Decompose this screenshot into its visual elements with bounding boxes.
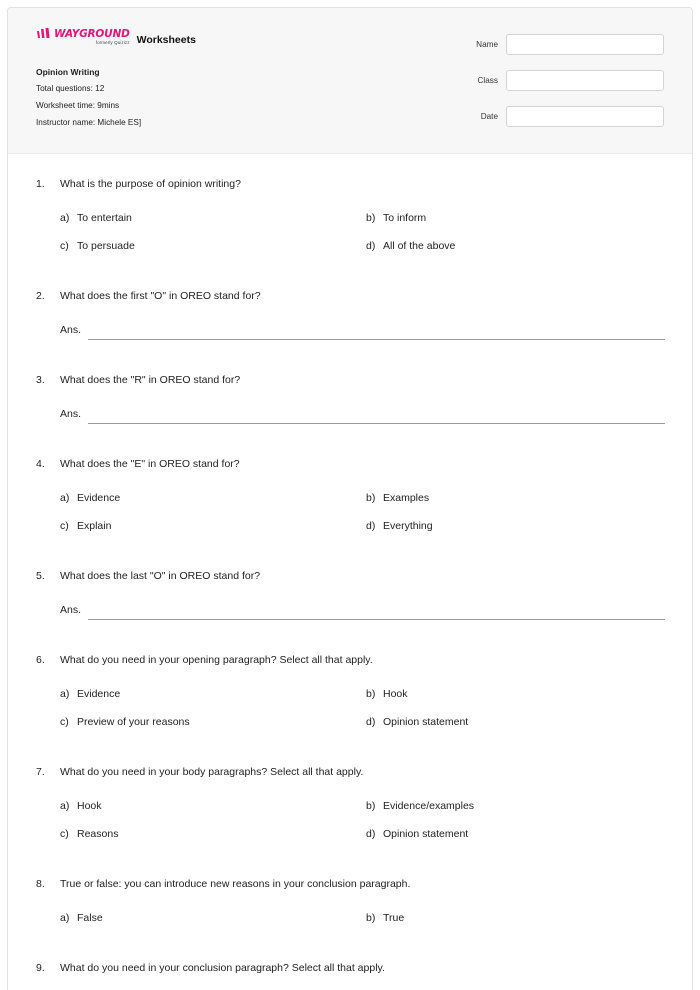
question-number: 7.: [36, 766, 45, 778]
answer-label: Ans.: [60, 408, 82, 420]
worksheet-page: [7, 7, 693, 990]
question-number: 8.: [36, 878, 45, 890]
question-number: 9.: [36, 962, 45, 974]
option-a[interactable]: a) False: [60, 912, 103, 924]
date-input[interactable]: [506, 106, 664, 127]
worksheet-header: [8, 8, 692, 154]
wayground-logo: [36, 28, 130, 46]
date-label: Date: [480, 111, 498, 121]
question-number: 6.: [36, 654, 45, 666]
option-a[interactable]: a) Evidence: [60, 492, 121, 504]
option-d[interactable]: d) Opinion statement: [366, 828, 469, 840]
class-label: Class: [477, 75, 498, 85]
worksheet-title: Opinion Writing: [36, 67, 100, 77]
option-a[interactable]: a) Hook: [60, 800, 102, 812]
class-field-row: [476, 69, 664, 91]
date-field-row: [476, 105, 664, 127]
option-b[interactable]: b) Hook: [366, 688, 408, 700]
question-number: 2.: [36, 290, 45, 302]
brand: [36, 28, 196, 46]
question-text: What does the "E" in OREO stand for?: [60, 458, 240, 470]
class-input[interactable]: [506, 70, 664, 91]
student-fields: [476, 33, 664, 141]
question-text: What does the "R" in OREO stand for?: [60, 374, 241, 386]
product-title: Worksheets: [136, 34, 196, 46]
option-c[interactable]: c) Preview of your reasons: [60, 716, 190, 728]
question-text: What does the first "O" in OREO stand for?: [60, 290, 261, 302]
instructor-name: Instructor name: Michele ES]: [36, 118, 142, 127]
option-c[interactable]: c) To persuade: [60, 240, 135, 252]
question-text: What do you need in your body paragraphs? Select all that apply.: [60, 766, 364, 778]
option-b[interactable]: b) True: [366, 912, 405, 924]
option-d[interactable]: d) Everything: [366, 520, 433, 532]
question-number: 3.: [36, 374, 45, 386]
question-number: 1.: [36, 178, 45, 190]
question-number: 5.: [36, 570, 45, 582]
question-text: What do you need in your opening paragraph? Select all that apply.: [60, 654, 373, 666]
question-text: What does the last "O" in OREO stand for?: [60, 570, 261, 582]
logo-mark-icon: [36, 28, 52, 40]
question-text: What do you need in your conclusion paragraph? Select all that apply.: [60, 962, 385, 974]
question-text: What is the purpose of opinion writing?: [60, 178, 241, 190]
option-c[interactable]: c) Reasons: [60, 828, 119, 840]
answer-line[interactable]: [88, 339, 665, 340]
answer-label: Ans.: [60, 324, 82, 336]
worksheet-meta: [36, 67, 141, 135]
option-b[interactable]: b) To inform: [366, 212, 427, 224]
option-c[interactable]: c) Explain: [60, 520, 112, 532]
logo-text: WAYGROUND: [54, 27, 130, 40]
name-input[interactable]: [506, 34, 664, 55]
option-a[interactable]: a) Evidence: [60, 688, 121, 700]
option-b[interactable]: b) Examples: [366, 492, 430, 504]
question-number: 4.: [36, 458, 45, 470]
option-d[interactable]: d) All of the above: [366, 240, 456, 252]
total-questions: Total questions: 12: [36, 84, 105, 93]
worksheet-time: Worksheet time: 9mins: [36, 101, 120, 110]
option-d[interactable]: d) Opinion statement: [366, 716, 469, 728]
answer-label: Ans.: [60, 604, 82, 616]
option-a[interactable]: a) To entertain: [60, 212, 132, 224]
name-field-row: [476, 33, 664, 55]
name-label: Name: [476, 39, 498, 49]
logo-subtext: formerly Quizizz: [95, 40, 130, 45]
answer-line[interactable]: [88, 423, 665, 424]
question-text: True or false: you can introduce new reasons in your conclusion paragraph.: [60, 878, 411, 890]
option-b[interactable]: b) Evidence/examples: [366, 800, 475, 812]
answer-line[interactable]: [88, 619, 665, 620]
